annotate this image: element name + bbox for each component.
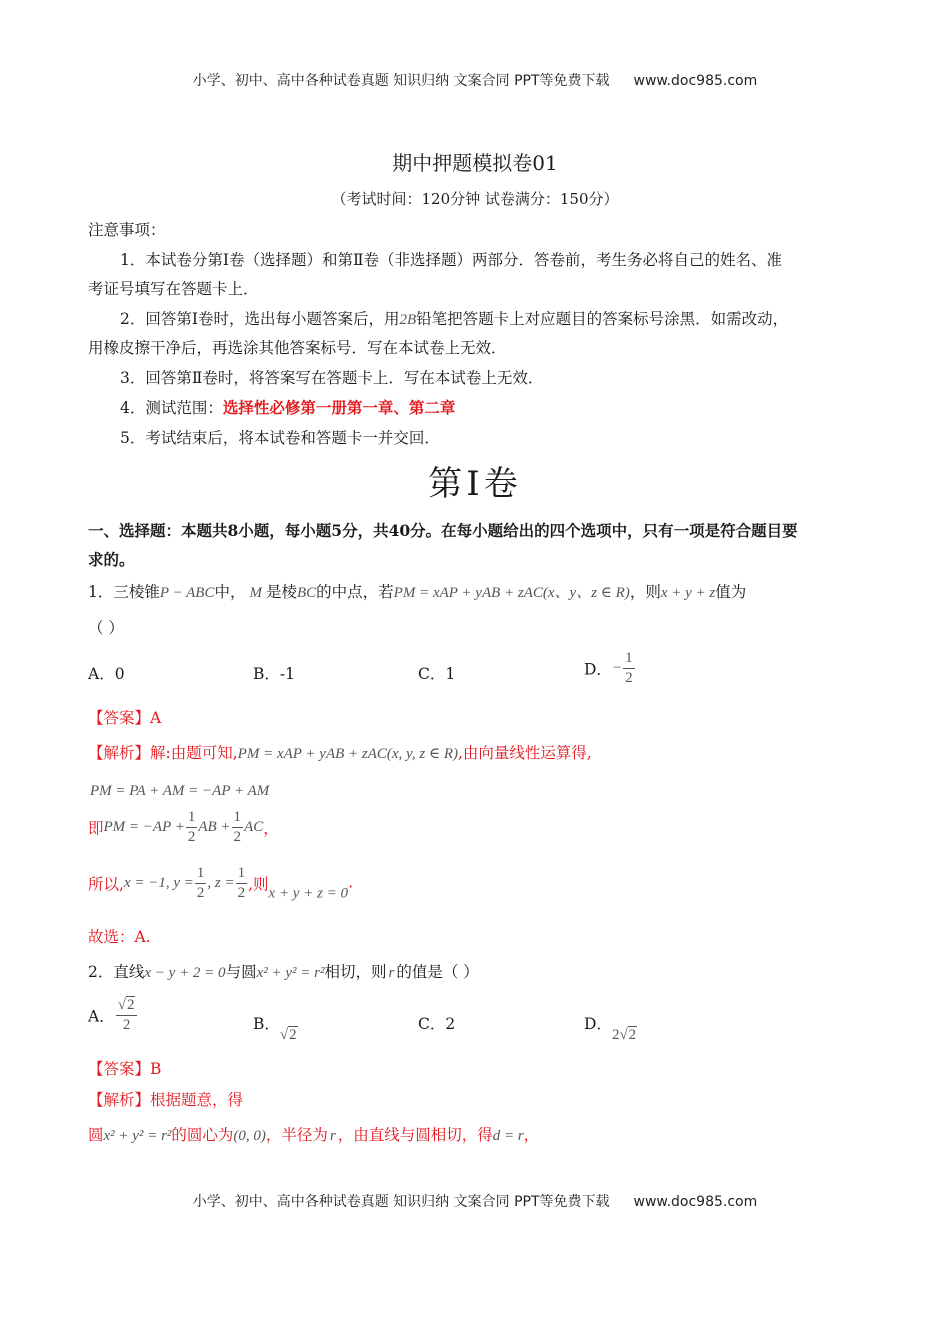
q1-analysis-4c: . [348,873,353,892]
q2-option-d-coef: 2 [611,1027,620,1043]
q1-analysis-3a: 即 [88,819,104,838]
q2-analysis-2-math-4: d = r [492,1128,524,1144]
note-2a [120,307,788,329]
q2-analysis-2e: ， [523,1126,540,1144]
q1-option-c: C．1 [418,665,456,683]
q1-analysis-label: 【解析】 [88,744,151,762]
frac-den: 2 [233,829,242,845]
part1-heading-a: 一、选择题：本题共8小题，每小题5分，共40分。在每小题给出的四个选项中，只有一项是符合题目要 [88,521,798,540]
q1-option-d-frac [623,651,635,686]
frac-num: 1 [232,810,244,828]
frac-den: 2 [625,670,633,686]
frac-num: 1 [236,866,248,884]
header-text: 小学、初中、高中各种试卷真题 知识归纳 文案合同 PPT等免费下载 [192,73,610,89]
header-site: www.doc985.com [633,73,758,89]
footer-text: 小学、初中、高中各种试卷真题 知识归纳 文案合同 PPT等免费下载 [192,1194,610,1210]
note-2b: 用橡皮擦干净后，再选涂其他答案标号．写在本试卷上无效． [88,339,507,357]
q2-stem [88,960,479,982]
frac-den: 2 [237,885,246,901]
q1-paren: （ ） [88,619,124,637]
q2-analysis-2c: ，半径为 [265,1126,328,1144]
q2-answer: 【答案】B [88,1060,162,1078]
q1-text-6: 值为 [715,583,747,601]
q2-text-3: 相切，则 [324,963,387,981]
q1-math-1: P − ABC [159,585,215,601]
note-1b: 考证号填写在答题卡上． [88,280,259,298]
footer-site: www.doc985.com [633,1194,758,1210]
q1-math-5: x + y + z [660,585,716,601]
note-4 [120,396,455,418]
q2-analysis-2b: 的圆心为 [171,1126,234,1144]
note-3: 3．回答第Ⅱ卷时，将答案写在答题卡上．写在本试卷上无效． [120,369,544,387]
q1-analysis-3 [88,810,279,845]
note-4-pre: 4．测试范围： [120,399,223,417]
q1-analysis-4-math-3: x + y + z = 0 [268,885,349,902]
q1-math-2: M [249,585,262,601]
note-4-scope: 选择性必修第一册第一章、第二章 [222,398,456,417]
q1-analysis-2-math: PM = PA + AM = −AP + AM [90,783,270,799]
section-title: 第Ⅰ卷 [428,464,522,504]
q2-analysis-1 [88,1088,243,1110]
q1-analysis-1a: 解:由题可知, [150,744,238,762]
q1-option-d-label: D． [584,660,612,679]
q1-analysis-4-math-2: , z = [207,875,235,891]
frac-den: 2 [196,885,205,901]
q2-option-d-label: D． [584,1015,612,1033]
sqrt-radicand: 2 [628,1027,637,1043]
q1-analysis-3b: ， [263,819,279,838]
q1-text-2: 中， [214,583,246,601]
q1-text-5: ，则 [629,583,661,601]
q1-analysis-4-frac-2 [236,866,248,901]
page-footer [0,1191,950,1211]
q1-analysis-4a: 所以, [88,875,124,894]
q2-text-2: 与圆 [225,963,257,981]
note-5: 5．考试结束后，将本试卷和答题卡一并交回． [120,429,440,447]
q2-analysis-2d: ，由直线与圆相切，得 [337,1126,493,1144]
note-1a: 1．本试卷分第Ⅰ卷（选择题）和第Ⅱ卷（非选择题）两部分．答卷前，考生务必将自己的姓名、准 [120,251,783,269]
q2-analysis-2-math-3: r [329,1128,336,1144]
frac-num: 1 [186,810,198,828]
frac-num: 1 [623,651,635,669]
q2-math-1: x − y + 2 = 0 [144,965,226,981]
frac-num: 1 [195,866,207,884]
exam-title: 期中押题模拟卷01 [392,151,558,175]
q2-option-a-frac [116,998,138,1033]
q1-analysis-4b: ,则 [248,875,269,894]
q1-analysis-3-math-1: PM = −AP + [103,819,185,835]
q1-math-3: BC [296,585,317,601]
frac-num [116,998,138,1016]
q1-option-b: B．-1 [253,665,295,683]
q1-analysis-1-math: PM = xAP + yAB + zAC(x, y, z ∈ R) [237,746,458,762]
q1-analysis-4-math-1: x = −1, y = [123,875,194,891]
q1-text-1: 1．三棱锥 [88,583,160,601]
notes-heading: 注意事项： [88,221,166,239]
q1-analysis-4-frac-1 [195,866,207,901]
page-header [0,70,950,90]
q2-analysis-2 [88,1123,539,1145]
q1-math-4: PM = xAP + yAB + zAC(x、y、z ∈ R) [393,585,630,601]
sqrt-radicand: 2 [289,1027,297,1043]
sqrt-radicand: 2 [126,997,135,1013]
q2-analysis-2a: 圆 [88,1126,104,1144]
q2-text-4: 的值是（ ） [396,963,479,981]
q1-text-4: 的中点，若 [316,583,394,601]
exam-subtitle: （考试时间：120分钟 试卷满分：150分） [331,190,619,208]
sqrt-symbol: √2 [117,997,135,1013]
q2-option-b-label: B． [253,1015,280,1033]
q1-analysis-3-frac-2 [232,810,244,845]
q1-option-d [584,651,636,686]
q1-analysis-1b: ,由向量线性运算得, [457,744,592,762]
q1-text-3: 是棱 [265,583,297,601]
q2-math-3: r [388,965,395,981]
q1-analysis-1 [88,741,592,763]
q2-option-b-sqrt: √2 [279,1027,297,1043]
q2-option-a-label: A． [88,1007,115,1026]
note-2a-pencil: 2B [399,312,417,328]
q2-option-d-sqrt: √2 [619,1027,637,1043]
q1-analysis-5: 故选：A. [88,928,151,946]
q2-analysis-2-math-2: (0, 0) [233,1128,266,1144]
q1-analysis-4 [88,866,353,903]
q1-option-d-sign: − [611,660,623,676]
q1-analysis-2 [90,781,269,800]
q1-option-a: A．0 [88,665,125,683]
q2-option-d [584,1012,637,1044]
q2-option-a [88,998,138,1033]
part1-heading-b: 求的。 [88,550,135,569]
q2-analysis-1-text: 根据题意，得 [150,1091,244,1109]
q2-text-1: 2．直线 [88,963,145,981]
q1-analysis-3-frac-1 [186,810,198,845]
q2-analysis-2-math-1: x² + y² = r² [103,1128,172,1144]
q2-option-b [253,1012,298,1044]
note-2a-post: 铅笔把答题卡上对应题目的答案标号涂黑．如需改动， [416,310,789,328]
q1-answer: 【答案】A [88,709,162,727]
q1-stem [88,580,746,602]
q1-analysis-3-math-2: AB + [198,819,231,835]
frac-den: 2 [122,1017,131,1033]
q2-analysis-label: 【解析】 [88,1091,151,1109]
q2-option-c: C．2 [418,1015,456,1033]
q1-analysis-3-math-3: AC [244,819,264,835]
q2-math-2: x² + y² = r² [256,965,325,981]
note-2a-pre: 2．回答第Ⅰ卷时，选出每小题答案后，用 [120,310,400,328]
frac-den: 2 [187,829,196,845]
